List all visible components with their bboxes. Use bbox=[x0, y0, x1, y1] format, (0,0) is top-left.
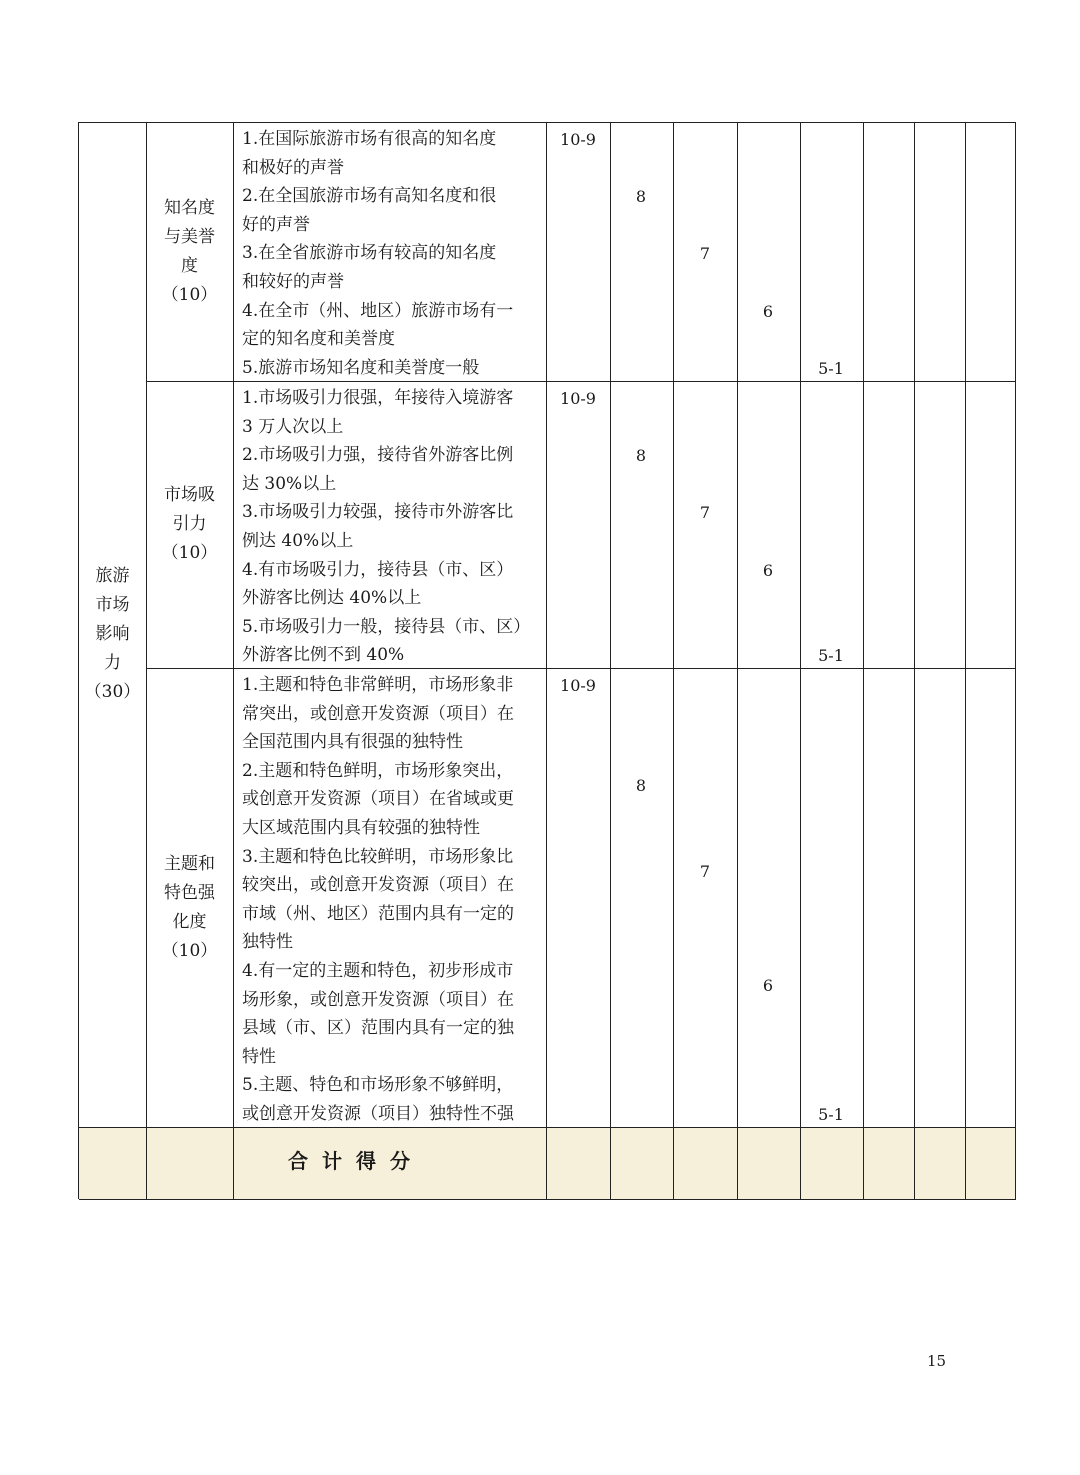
table-vline bbox=[610, 122, 611, 1199]
criterion-description-line: 或创意开发资源（项目）在省域或更 bbox=[242, 789, 514, 810]
table-hline bbox=[79, 122, 1016, 123]
dimension-label-line: 市场 bbox=[95, 595, 130, 615]
table-vline bbox=[673, 122, 674, 1199]
table-vline bbox=[914, 122, 915, 1199]
criterion-name-line: 主题和 bbox=[164, 853, 215, 874]
table-hline bbox=[79, 1199, 1016, 1200]
table-vline bbox=[965, 122, 966, 1199]
criterion-description-line: 全国范围内具有很强的独特性 bbox=[242, 732, 463, 753]
score-band-value: 5-1 bbox=[818, 358, 844, 378]
criterion-description-line: 3.主题和特色比较鲜明，市场形象比 bbox=[242, 846, 514, 867]
criterion-description-line: 和较好的声誉 bbox=[242, 272, 344, 292]
criterion-description-line: 或创意开发资源（项目）独特性不强 bbox=[242, 1104, 514, 1124]
criterion-description-line: 2.市场吸引力强，接待省外游客比例 bbox=[242, 445, 514, 466]
score-band-value: 10-9 bbox=[560, 389, 596, 408]
page-number: 15 bbox=[927, 1352, 947, 1370]
table-vline bbox=[1015, 122, 1016, 1199]
criterion-name-line: 与美誉 bbox=[164, 226, 215, 247]
total-score-label: 合计得分 bbox=[288, 1149, 424, 1173]
dimension-label-line: 影响 bbox=[95, 624, 130, 644]
table-vline bbox=[546, 122, 547, 1199]
criterion-name-line: 市场吸 bbox=[164, 485, 215, 505]
criterion-description-line: 3.市场吸引力较强，接待市外游客比 bbox=[242, 502, 514, 523]
criterion-description-line: 5.旅游市场知名度和美誉度一般 bbox=[242, 357, 480, 378]
criterion-description-line: 1.市场吸引力很强，年接待入境游客 bbox=[242, 388, 514, 408]
criterion-description-line: 和极好的声誉 bbox=[242, 157, 344, 178]
criterion-description-line: 1.主题和特色非常鲜明，市场形象非 bbox=[242, 675, 514, 695]
criterion-description-line: 1.在国际旅游市场有很高的知名度 bbox=[242, 129, 497, 149]
criterion-description-line: 场形象，或创意开发资源（项目）在 bbox=[242, 989, 514, 1010]
criterion-description-line: 较突出，或创意开发资源（项目）在 bbox=[242, 875, 514, 896]
criterion-description-line: 特性 bbox=[242, 1046, 276, 1067]
score-band-value: 10-9 bbox=[560, 676, 596, 695]
criterion-name-line: （10） bbox=[161, 940, 218, 961]
criterion-description-line: 好的声誉 bbox=[242, 214, 310, 235]
criterion-name-line: 引力 bbox=[172, 514, 207, 534]
criterion-name-line: 度 bbox=[181, 255, 198, 276]
score-band-value: 10-9 bbox=[560, 130, 596, 149]
score-band-value: 7 bbox=[699, 244, 711, 264]
dimension-label-line: 旅游 bbox=[95, 566, 130, 586]
criterion-description-line: 达 30%以上 bbox=[242, 473, 337, 494]
criterion-description-line: 常突出，或创意开发资源（项目）在 bbox=[242, 703, 514, 724]
score-band-value: 5-1 bbox=[818, 646, 844, 666]
score-band-value: 6 bbox=[762, 560, 774, 580]
criterion-name-line: （10） bbox=[161, 284, 218, 305]
criterion-name-line: （10） bbox=[161, 543, 218, 563]
dimension-label-line: （30） bbox=[84, 682, 141, 702]
criterion-description-line: 定的知名度和美誉度 bbox=[242, 329, 395, 350]
criterion-description-line: 2.在全国旅游市场有高知名度和很 bbox=[242, 186, 497, 207]
score-band-value: 5-1 bbox=[818, 1105, 844, 1124]
criterion-description-line: 例达 40%以上 bbox=[242, 531, 354, 551]
table-vline bbox=[863, 122, 864, 1199]
criterion-description-line: 独特性 bbox=[242, 932, 293, 953]
criterion-name-line: 特色强 bbox=[164, 882, 215, 903]
criterion-description-line: 外游客比例达 40%以上 bbox=[242, 588, 422, 609]
score-band-value: 8 bbox=[635, 776, 647, 796]
criterion-description-line: 3.在全省旅游市场有较高的知名度 bbox=[242, 243, 497, 264]
total-row-background bbox=[79, 1127, 1016, 1199]
score-band-value: 7 bbox=[699, 861, 711, 881]
criterion-description-line: 2.主题和特色鲜明，市场形象突出， bbox=[242, 760, 514, 781]
score-band-value: 8 bbox=[635, 446, 647, 466]
criterion-description-line: 5.市场吸引力一般，接待县（市、区） bbox=[242, 616, 531, 637]
score-band-value: 8 bbox=[635, 187, 647, 207]
criterion-description-line: 大区域范围内具有较强的独特性 bbox=[242, 818, 480, 838]
criterion-description-line: 县域（市、区）范围内具有一定的独 bbox=[242, 1018, 514, 1039]
criterion-name-line: 化度 bbox=[172, 911, 207, 932]
table-hline bbox=[79, 1127, 1016, 1128]
criterion-description-line: 5.主题、特色和市场形象不够鲜明， bbox=[242, 1075, 514, 1096]
criterion-description-line: 4.在全市（州、地区）旅游市场有一 bbox=[242, 300, 514, 321]
criterion-description-line: 3 万人次以上 bbox=[242, 416, 344, 437]
score-band-value: 7 bbox=[699, 503, 711, 523]
dimension-label-line: 力 bbox=[104, 653, 121, 673]
criterion-description-line: 外游客比例不到 40% bbox=[242, 645, 405, 666]
score-band-value: 6 bbox=[762, 976, 774, 996]
criterion-description-line: 市域（州、地区）范围内具有一定的 bbox=[242, 903, 514, 924]
score-band-value: 6 bbox=[762, 301, 774, 321]
criterion-name-line: 知名度 bbox=[164, 197, 215, 218]
criterion-description-line: 4.有一定的主题和特色，初步形成市 bbox=[242, 961, 514, 981]
criterion-description-line: 4.有市场吸引力，接待县（市、区） bbox=[242, 559, 514, 580]
table-vline bbox=[737, 122, 738, 1199]
